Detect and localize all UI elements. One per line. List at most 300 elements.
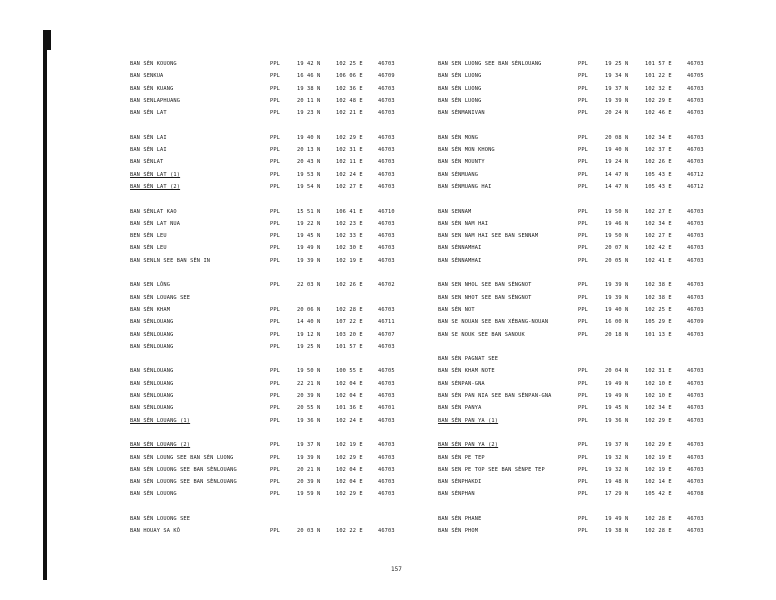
entry-longitude: 103 20 E xyxy=(336,331,363,338)
entry-feature-class: PPL xyxy=(578,368,589,375)
entry-place-name: BAN SÈN LAT (2) xyxy=(130,183,181,190)
entry-feature-class: PPL xyxy=(270,85,281,92)
entry-map-code: 46703 xyxy=(687,331,704,338)
entry-feature-class: PPL xyxy=(578,466,589,473)
entry-longitude: 102 29 E xyxy=(336,134,363,141)
entry-map-code: 46703 xyxy=(378,393,395,400)
entry-feature-class: PPL xyxy=(270,245,281,252)
entry-latitude: 20 24 N xyxy=(605,110,629,117)
entry-place-name: BAN SEN LÔNG xyxy=(130,282,171,289)
entry-longitude: 102 31 E xyxy=(645,368,672,375)
entry-place-name: BAN SÈN PAN YA (2) xyxy=(438,442,499,449)
entry-longitude: 106 41 E xyxy=(336,208,363,215)
entry-place-name: BAN SÈNLOUANG xyxy=(130,405,174,412)
entry-feature-class: PPL xyxy=(578,393,589,400)
entry-longitude: 101 22 E xyxy=(645,73,672,80)
entry-longitude: 102 04 E xyxy=(336,466,363,473)
entry-latitude: 19 24 N xyxy=(605,159,629,166)
entry-map-code: 46703 xyxy=(687,294,704,301)
entry-map-code: 46703 xyxy=(687,61,704,67)
entry-feature-class: PPL xyxy=(578,528,589,535)
entry-feature-class: PPL xyxy=(578,233,589,240)
entry-place-name: BAN SÈN LAI xyxy=(130,147,167,154)
entry-place-name: BAN SEN NHOL SEE BAN SÈNGNOT xyxy=(438,282,532,289)
entry-latitude: 19 22 N xyxy=(297,220,321,227)
entry-place-name: BAN SÈN LOUANG (1) xyxy=(130,417,191,424)
entry-place-name: BAN SÈNLOUANG xyxy=(130,343,174,350)
entry-longitude: 102 19 E xyxy=(336,442,363,449)
entry-feature-class: PPL xyxy=(270,73,281,80)
entry-place-name: BAN SÈN KHAM NOTE xyxy=(438,368,495,375)
entry-place-name: BAN SÈN LOUONG SEE BAN SÈNLOUANG xyxy=(130,479,237,486)
entry-feature-class: PPL xyxy=(270,208,281,215)
entry-place-name: BAN SÈN LAT (1) xyxy=(130,171,181,178)
entry-latitude: 14 47 N xyxy=(605,183,629,190)
entry-longitude: 102 37 E xyxy=(645,147,672,154)
entry-map-code: 46703 xyxy=(687,257,704,264)
entry-map-code: 46703 xyxy=(687,306,704,313)
entry-feature-class: PPL xyxy=(578,208,589,215)
entry-latitude: 19 50 N xyxy=(605,233,629,240)
entry-place-name: BAN SÈN NAM HAI xyxy=(438,220,489,227)
entry-map-code: 46703 xyxy=(687,515,704,522)
entry-map-code: 46703 xyxy=(378,159,395,166)
entry-map-code: 46703 xyxy=(687,220,704,227)
entry-longitude: 102 26 E xyxy=(336,282,363,289)
entry-feature-class: PPL xyxy=(578,73,589,80)
entry-longitude: 105 42 E xyxy=(645,491,672,498)
entry-latitude: 22 03 N xyxy=(297,282,321,289)
entry-place-name: BAN SEN NAM HAI SEE BAN SENNAM xyxy=(438,233,539,240)
entry-place-name: BAN SÈN PAN YA (1) xyxy=(438,417,499,424)
entry-feature-class: PPL xyxy=(578,110,589,117)
entry-latitude: 19 34 N xyxy=(605,73,629,80)
entry-place-name: BAN SÈN KUANG xyxy=(130,85,174,92)
entry-feature-class: PPL xyxy=(270,454,281,461)
entry-longitude: 102 29 E xyxy=(336,491,363,498)
entry-feature-class: PPL xyxy=(270,220,281,227)
entry-feature-class: PPL xyxy=(270,417,281,424)
entry-latitude: 19 37 N xyxy=(297,442,321,449)
entry-longitude: 102 34 E xyxy=(645,134,672,141)
entry-latitude: 20 06 N xyxy=(297,306,321,313)
entry-feature-class: PPL xyxy=(270,233,281,240)
entry-map-code: 46709 xyxy=(687,319,704,326)
entry-latitude: 20 11 N xyxy=(297,97,321,104)
entry-longitude: 102 48 E xyxy=(336,97,363,104)
entry-map-code: 46703 xyxy=(378,491,395,498)
entry-map-code: 46703 xyxy=(378,97,395,104)
entry-longitude: 102 28 E xyxy=(645,515,672,522)
entry-place-name: BAN SENLN SEE BAN SÈN IN xyxy=(130,257,211,264)
entry-longitude: 105 43 E xyxy=(645,171,672,178)
entry-feature-class: PPL xyxy=(578,134,589,141)
entry-feature-class: PPL xyxy=(270,491,281,498)
entry-latitude: 19 40 N xyxy=(605,306,629,313)
entry-place-name: BAN SE NOUAN SEE BAN XÉBANG-NOUAN xyxy=(438,319,549,326)
entry-longitude: 101 13 E xyxy=(645,331,672,338)
entry-longitude: 102 38 E xyxy=(645,282,672,289)
entry-feature-class: PPL xyxy=(270,442,281,449)
entry-feature-class: PPL xyxy=(270,528,281,535)
entry-longitude: 106 06 E xyxy=(336,73,363,80)
entry-place-name: BAN SÈNLOUANG xyxy=(130,393,174,400)
binding-edge-top xyxy=(47,30,51,50)
entry-feature-class: PPL xyxy=(578,159,589,166)
entry-latitude: 19 53 N xyxy=(297,171,321,178)
entry-feature-class: PPL xyxy=(270,159,281,166)
entry-latitude: 19 49 N xyxy=(297,245,321,252)
entry-feature-class: PPL xyxy=(578,183,589,190)
entry-latitude: 19 45 N xyxy=(605,405,629,412)
entry-longitude: 107 22 E xyxy=(336,319,363,326)
entry-longitude: 102 04 E xyxy=(336,380,363,387)
entry-latitude: 20 43 N xyxy=(297,159,321,166)
entry-place-name: BAN SÈNMUANG xyxy=(438,171,479,178)
entry-longitude: 102 27 E xyxy=(336,183,363,190)
entry-map-code: 46703 xyxy=(687,380,704,387)
entry-place-name: BAN SÈN LAI xyxy=(130,134,167,141)
entry-map-code: 46703 xyxy=(378,528,395,535)
entry-latitude: 14 47 N xyxy=(605,171,629,178)
entry-map-code: 46711 xyxy=(378,319,395,326)
entry-latitude: 19 49 N xyxy=(605,515,629,522)
entry-feature-class: PPL xyxy=(270,97,281,104)
entry-map-code: 46703 xyxy=(378,479,395,486)
entry-latitude: 19 37 N xyxy=(605,442,629,449)
entry-place-name: BAN HOUAY SA KÔ xyxy=(130,528,181,535)
entry-map-code: 46703 xyxy=(378,380,395,387)
entry-place-name: BAN SÈN LOUANG (2) xyxy=(130,442,191,449)
entry-feature-class: PPL xyxy=(578,171,589,178)
entry-longitude: 102 21 E xyxy=(336,110,363,117)
entry-feature-class: PPL xyxy=(578,306,589,313)
entry-place-name: BAN SENNAM xyxy=(438,208,472,215)
entry-latitude: 19 36 N xyxy=(605,417,629,424)
entry-place-name: BAN SÈN KHAM xyxy=(130,306,171,313)
entry-place-name: BAN SÈNMANIVAN xyxy=(438,110,485,117)
entry-map-code: 46712 xyxy=(687,171,704,178)
entry-longitude: 102 19 E xyxy=(645,466,672,473)
entry-feature-class: PPL xyxy=(270,282,281,289)
entry-place-name: BAN SÈN LUONG xyxy=(438,85,482,92)
entry-map-code: 46703 xyxy=(687,466,704,473)
entry-feature-class: PPL xyxy=(578,61,589,67)
entry-latitude: 19 23 N xyxy=(297,110,321,117)
entry-feature-class: PPL xyxy=(270,368,281,375)
entry-map-code: 46703 xyxy=(687,442,704,449)
entry-map-code: 46701 xyxy=(378,405,395,412)
entry-feature-class: PPL xyxy=(270,479,281,486)
entry-longitude: 102 22 E xyxy=(336,528,363,535)
entry-longitude: 102 11 E xyxy=(336,159,363,166)
entry-latitude: 20 39 N xyxy=(297,393,321,400)
entry-latitude: 19 25 N xyxy=(605,61,629,67)
entry-feature-class: PPL xyxy=(270,380,281,387)
entry-feature-class: PPL xyxy=(578,245,589,252)
entry-longitude: 101 36 E xyxy=(336,405,363,412)
page-number: 157 xyxy=(391,566,402,573)
entry-feature-class: PPL xyxy=(270,343,281,350)
entry-latitude: 20 03 N xyxy=(297,528,321,535)
entry-latitude: 19 46 N xyxy=(605,220,629,227)
entry-map-code: 46703 xyxy=(378,183,395,190)
entry-map-code: 46703 xyxy=(687,85,704,92)
entry-feature-class: PPL xyxy=(578,491,589,498)
entry-place-name: BAN SÈNLOUANG xyxy=(130,368,174,375)
entry-map-code: 46703 xyxy=(687,454,704,461)
entry-place-name: BAN SÈNLOUANG xyxy=(130,319,174,326)
entry-latitude: 19 32 N xyxy=(605,454,629,461)
entry-map-code: 46703 xyxy=(687,159,704,166)
entry-place-name: BAN SEN LUONG SEE BAN SÈNLOUANG xyxy=(438,61,542,67)
entry-place-name: BAN SÈN MON KHONG xyxy=(438,147,495,154)
entry-longitude: 102 31 E xyxy=(336,147,363,154)
entry-place-name: BAN SE NOUK SEE BAN SANOUK xyxy=(438,331,525,338)
entry-place-name: BAN SÈN LEU xyxy=(130,245,167,252)
entry-latitude: 19 48 N xyxy=(605,479,629,486)
entry-longitude: 102 34 E xyxy=(645,220,672,227)
entry-longitude: 102 25 E xyxy=(336,61,363,67)
entry-place-name: BAN SÈNPHAN xyxy=(438,491,475,498)
entry-latitude: 20 13 N xyxy=(297,147,321,154)
entry-map-code: 46703 xyxy=(687,368,704,375)
entry-longitude: 102 29 E xyxy=(645,442,672,449)
entry-latitude: 19 38 N xyxy=(297,85,321,92)
entry-place-name: BAN SÈN LOUONG SEE xyxy=(130,515,191,522)
entry-map-code: 46703 xyxy=(687,479,704,486)
entry-longitude: 102 33 E xyxy=(336,233,363,240)
entry-longitude: 102 04 E xyxy=(336,393,363,400)
entry-longitude: 102 36 E xyxy=(336,85,363,92)
entry-latitude: 20 05 N xyxy=(605,257,629,264)
entry-feature-class: PPL xyxy=(578,294,589,301)
entry-latitude: 19 25 N xyxy=(297,343,321,350)
entry-map-code: 46703 xyxy=(378,171,395,178)
entry-longitude: 102 27 E xyxy=(645,208,672,215)
entry-map-code: 46703 xyxy=(378,220,395,227)
entry-longitude: 102 19 E xyxy=(336,257,363,264)
entry-feature-class: PPL xyxy=(578,97,589,104)
entry-place-name: BAN SENKUA xyxy=(130,73,164,80)
entry-feature-class: PPL xyxy=(270,183,281,190)
entry-place-name: BAN SÈN PHANE xyxy=(438,515,482,522)
entry-feature-class: PPL xyxy=(578,417,589,424)
entry-place-name: BAN SÈNPHAKDI xyxy=(438,479,482,486)
binding-edge xyxy=(43,30,47,580)
entry-place-name: BAN SÈNNAMHAI xyxy=(438,257,482,264)
entry-map-code: 46703 xyxy=(687,245,704,252)
entry-longitude: 102 34 E xyxy=(645,405,672,412)
entry-map-code: 46703 xyxy=(687,134,704,141)
entry-place-name: BAN SÈN PE TEP xyxy=(438,454,485,461)
entry-feature-class: PPL xyxy=(578,319,589,326)
entry-place-name: BAN SÈN KOUONG xyxy=(130,61,177,67)
entry-longitude: 102 42 E xyxy=(645,245,672,252)
entry-feature-class: PPL xyxy=(270,306,281,313)
entry-map-code: 46705 xyxy=(378,368,395,375)
entry-map-code: 46703 xyxy=(378,257,395,264)
entry-map-code: 46703 xyxy=(378,61,395,67)
entry-feature-class: PPL xyxy=(578,380,589,387)
entry-map-code: 46703 xyxy=(378,442,395,449)
entry-place-name: BAN SÈNLAT KAO xyxy=(130,208,177,215)
entry-latitude: 20 21 N xyxy=(297,466,321,473)
entry-feature-class: PPL xyxy=(270,331,281,338)
entry-latitude: 19 49 N xyxy=(605,380,629,387)
entry-latitude: 19 54 N xyxy=(297,183,321,190)
entry-longitude: 102 24 E xyxy=(336,417,363,424)
entry-longitude: 102 28 E xyxy=(336,306,363,313)
entry-latitude: 19 39 N xyxy=(605,97,629,104)
entry-latitude: 20 07 N xyxy=(605,245,629,252)
entry-place-name: BAN SÈNLOUANG xyxy=(130,331,174,338)
entry-latitude: 19 59 N xyxy=(297,491,321,498)
entry-latitude: 22 21 N xyxy=(297,380,321,387)
entry-map-code: 46702 xyxy=(378,282,395,289)
entry-feature-class: PPL xyxy=(270,134,281,141)
entry-map-code: 46703 xyxy=(687,97,704,104)
entry-map-code: 46703 xyxy=(687,405,704,412)
entry-longitude: 102 19 E xyxy=(645,454,672,461)
entry-map-code: 46703 xyxy=(378,147,395,154)
entry-map-code: 46703 xyxy=(378,110,395,117)
entry-map-code: 46703 xyxy=(378,343,395,350)
entry-feature-class: PPL xyxy=(578,515,589,522)
entry-feature-class: PPL xyxy=(270,393,281,400)
entry-longitude: 102 46 E xyxy=(645,110,672,117)
entry-place-name: BEN SÈN LEU xyxy=(130,233,167,240)
entry-latitude: 14 40 N xyxy=(297,319,321,326)
entry-feature-class: PPL xyxy=(578,442,589,449)
entry-longitude: 102 41 E xyxy=(645,257,672,264)
entry-feature-class: PPL xyxy=(578,257,589,264)
entry-longitude: 102 32 E xyxy=(645,85,672,92)
entry-map-code: 46709 xyxy=(378,73,395,80)
entry-longitude: 102 28 E xyxy=(645,528,672,535)
entry-place-name: BAN SÈN PHOM xyxy=(438,528,479,535)
entry-latitude: 20 39 N xyxy=(297,479,321,486)
entry-feature-class: PPL xyxy=(578,85,589,92)
entry-map-code: 46703 xyxy=(378,245,395,252)
entry-place-name: BAN SÈNLAT xyxy=(130,159,164,166)
entry-longitude: 101 57 E xyxy=(336,343,363,350)
entry-longitude: 102 24 E xyxy=(336,171,363,178)
entry-latitude: 16 00 N xyxy=(605,319,629,326)
entry-longitude: 102 30 E xyxy=(336,245,363,252)
entry-place-name: BAN SÈN LAT xyxy=(130,110,167,117)
entry-longitude: 102 38 E xyxy=(645,294,672,301)
entry-latitude: 20 04 N xyxy=(605,368,629,375)
entry-latitude: 19 45 N xyxy=(297,233,321,240)
entry-longitude: 105 43 E xyxy=(645,183,672,190)
entry-map-code: 46703 xyxy=(378,233,395,240)
entry-feature-class: PPL xyxy=(270,110,281,117)
entry-latitude: 19 39 N xyxy=(297,454,321,461)
entry-feature-class: PPL xyxy=(578,282,589,289)
entry-map-code: 46703 xyxy=(378,454,395,461)
entry-latitude: 19 12 N xyxy=(297,331,321,338)
entry-place-name: BAN SÈN LOUANG SEE xyxy=(130,294,191,301)
entry-place-name: BAN SÈN LOUONG xyxy=(130,491,177,498)
entry-latitude: 19 36 N xyxy=(297,417,321,424)
entry-map-code: 46703 xyxy=(687,417,704,424)
entry-latitude: 19 42 N xyxy=(297,61,321,67)
entry-latitude: 19 39 N xyxy=(605,282,629,289)
entry-feature-class: PPL xyxy=(578,331,589,338)
entry-longitude: 102 14 E xyxy=(645,479,672,486)
entry-place-name: BAN SÈN PAN NIA SEE BAN SÈNPAN-GNA xyxy=(438,393,552,400)
entry-longitude: 102 29 E xyxy=(336,454,363,461)
entry-latitude: 20 08 N xyxy=(605,134,629,141)
entry-latitude: 20 18 N xyxy=(605,331,629,338)
entry-map-code: 46708 xyxy=(687,491,704,498)
entry-feature-class: PPL xyxy=(578,479,589,486)
entry-feature-class: PPL xyxy=(270,257,281,264)
entry-latitude: 19 50 N xyxy=(605,208,629,215)
entry-feature-class: PPL xyxy=(270,466,281,473)
entry-map-code: 46705 xyxy=(687,73,704,80)
entry-place-name: BAN SEN PE TOP SEE BAN SÈNPE TEP xyxy=(438,466,545,473)
entry-feature-class: PPL xyxy=(578,454,589,461)
entry-place-name: BAN SEN NHOT SEE BAN SÈNGNOT xyxy=(438,294,532,301)
entry-longitude: 102 23 E xyxy=(336,220,363,227)
entry-map-code: 46707 xyxy=(378,331,395,338)
entry-longitude: 101 57 E xyxy=(645,61,672,67)
entry-latitude: 19 40 N xyxy=(605,147,629,154)
entry-place-name: BAN SÈNPAN-GNA xyxy=(438,380,485,387)
entry-map-code: 46703 xyxy=(378,85,395,92)
entry-longitude: 102 29 E xyxy=(645,97,672,104)
entry-longitude: 102 04 E xyxy=(336,479,363,486)
entry-feature-class: PPL xyxy=(270,405,281,412)
entry-latitude: 19 50 N xyxy=(297,368,321,375)
entry-map-code: 46703 xyxy=(687,282,704,289)
entry-longitude: 102 29 E xyxy=(645,417,672,424)
entry-longitude: 102 27 E xyxy=(645,233,672,240)
entry-place-name: BAN SÈN MONG xyxy=(438,134,479,141)
entry-map-code: 46710 xyxy=(378,208,395,215)
entry-map-code: 46703 xyxy=(687,528,704,535)
entry-longitude: 105 29 E xyxy=(645,319,672,326)
entry-map-code: 46712 xyxy=(687,183,704,190)
entry-latitude: 19 49 N xyxy=(605,393,629,400)
entry-longitude: 100 55 E xyxy=(336,368,363,375)
entry-feature-class: PPL xyxy=(270,61,281,67)
entry-latitude: 16 46 N xyxy=(297,73,321,80)
entry-latitude: 19 37 N xyxy=(605,85,629,92)
entry-feature-class: PPL xyxy=(578,405,589,412)
entry-feature-class: PPL xyxy=(578,220,589,227)
entry-latitude: 19 39 N xyxy=(297,257,321,264)
entry-latitude: 20 55 N xyxy=(297,405,321,412)
entry-feature-class: PPL xyxy=(270,147,281,154)
entry-place-name: BAN SÈNLOUANG xyxy=(130,380,174,387)
entry-longitude: 102 10 E xyxy=(645,380,672,387)
entry-place-name: BAN SÈN PAGNAT SEE xyxy=(438,356,499,363)
entry-place-name: BAN SÈNNAMHAI xyxy=(438,245,482,252)
entry-map-code: 46703 xyxy=(687,147,704,154)
entry-place-name: BAN SÈN LAT NUA xyxy=(130,220,181,227)
entry-latitude: 19 39 N xyxy=(605,294,629,301)
entry-place-name: BAN SÈN LOUONG SEE BAN SÈNLOUANG xyxy=(130,466,237,473)
entry-map-code: 46703 xyxy=(378,134,395,141)
entry-latitude: 19 40 N xyxy=(297,134,321,141)
entry-place-name: BAN SÈN PANYA xyxy=(438,405,482,412)
entry-latitude: 19 38 N xyxy=(605,528,629,535)
entry-place-name: BAN SÈN LUONG xyxy=(438,97,482,104)
entry-place-name: BAN SÈN LUONG xyxy=(438,73,482,80)
